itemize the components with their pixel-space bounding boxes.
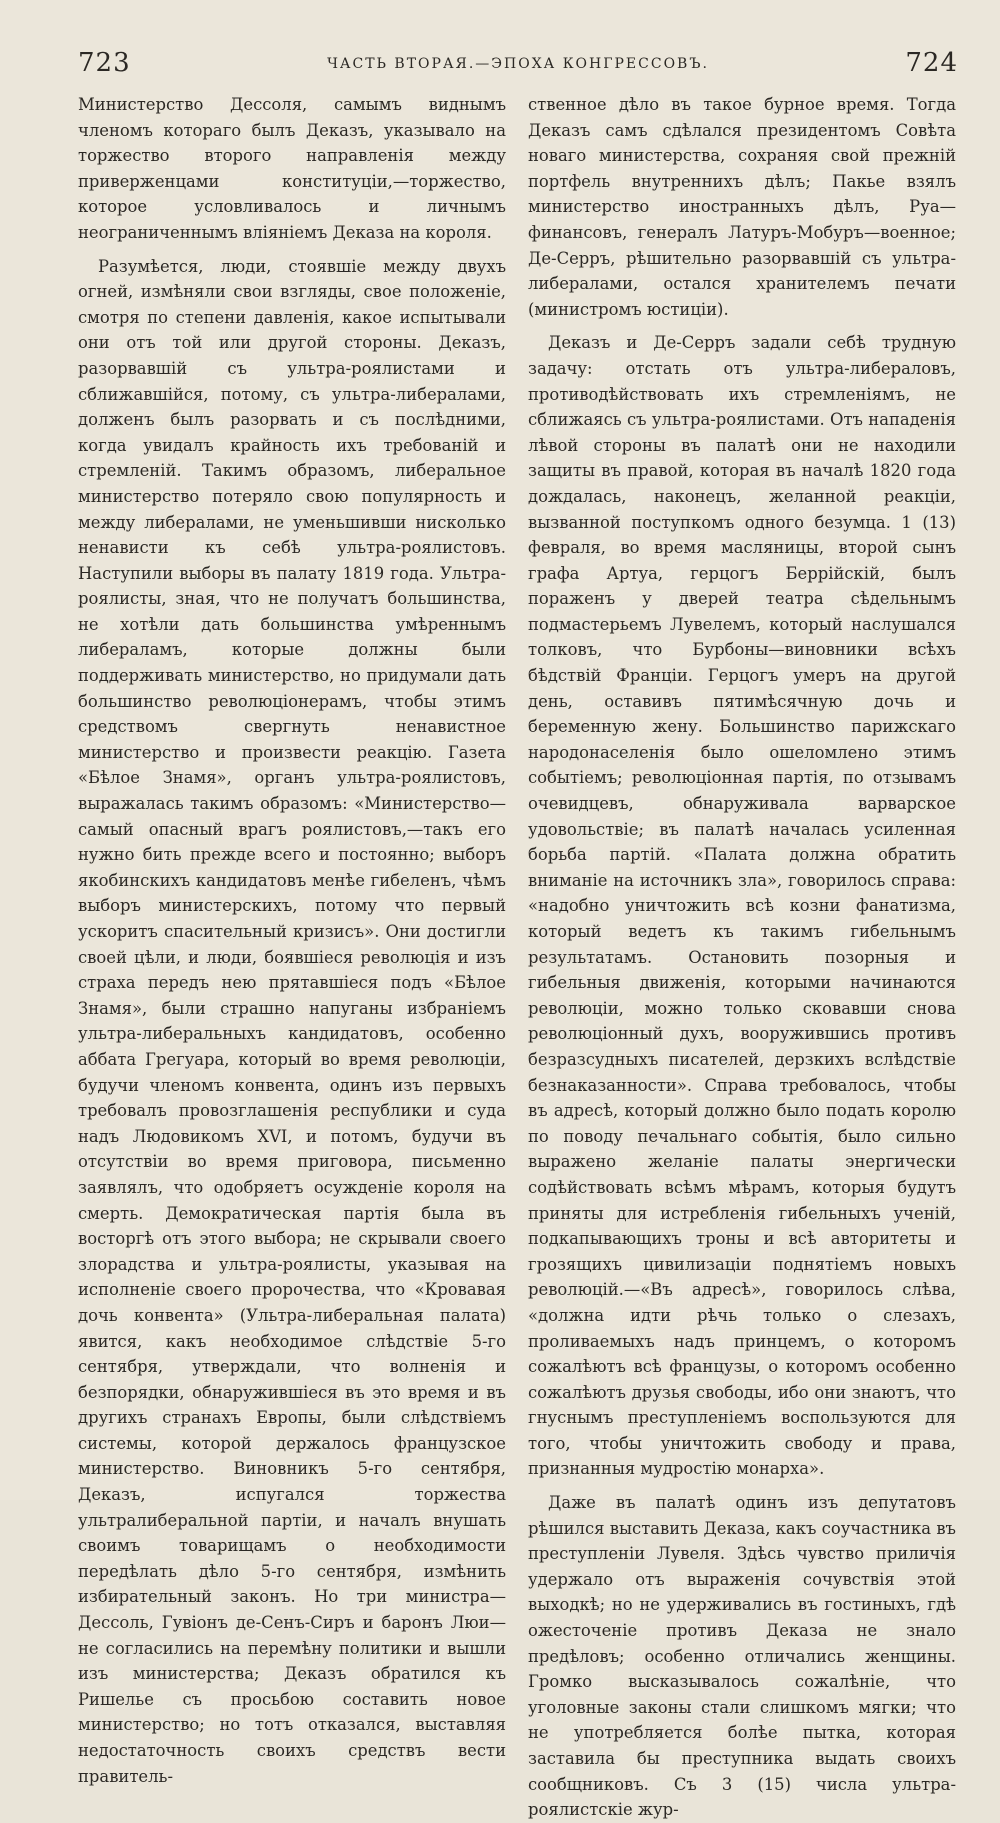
paragraph: Даже въ палатѣ одинъ изъ депутатовъ рѣшился выставить Деказа, какъ соучастника въ преступленіи Лувеля. Здѣсь чувство приличія удержало отъ выраженія сочувствія этой выходкѣ; но не удерживались въ гостиныхъ, гдѣ ожесточеніе противъ Деказа не знало предѣловъ; особенно отличались женщины. Громко высказывалось сожалѣніе, что уголовные законы стали слишкомъ мягки; что не употребляется болѣе пытка, которая заставила бы преступника выдать своихъ сообщниковъ. Съ 3 (15) числа ультра-роялистскіе жур- <box>528 1493 956 1820</box>
paragraph: Разумѣется, люди, стоявшіе между двухъ огней, измѣняли свои взгляды, свое положеніе, смотря по степени давленія, какое испытывали они отъ той или другой стороны. Деказъ, разорвавшій съ ультра-роялистами и сближавшійся, потому, съ ультра-либералами, долженъ былъ разорвать и съ послѣдними, когда увидалъ крайность ихъ требованій и стремленій. Такимъ образомъ, либеральное министерство потеряло свою популярность и между либералами, не уменьшивши нисколько ненависти къ себѣ ультра-роялистовъ. Наступили выборы въ палату 1819 года. Ультра-роялисты, зная, что не получатъ большинства, не хотѣли дать большинства умѣреннымъ либераламъ, которые должны были поддерживать министерство, но придумали дать большинство революціонерамъ, чтобы этимъ средствомъ свергнуть ненавистное министерство и произвести реакцію. Газета «Бѣлое Знамя», органъ ультра-роялистовъ, выражалась такимъ образомъ: «Министерство—самый опасный врагъ роялистовъ,—такъ его нужно бить прежде всего и постоянно; выборъ якобинскихъ кандидатовъ менѣе гибеленъ, чѣмъ выборъ министерскихъ, потому что первый ускоритъ спасительный кризисъ». Они достигли своей цѣли, и люди, боявшіеся революція и изъ страха передъ нею прятавшіеся подъ «Бѣлое Знамя», были страшно напуганы избраніемъ ультра-либеральныхъ кандидатовъ, особенно аббата Грегуара, который во время революціи, будучи членомъ конвента, одинъ изъ первыхъ требовалъ провозглашенія республики и суда надъ Людовикомъ XVI, и потомъ, будучи въ отсутствіи во время приговора, письменно заявлялъ, что одобряетъ осужденіе короля на смерть. Демократическая партія была въ восторгѣ отъ этого выбора; не скрывали своего злорадства и ультра-роялисты, указывая на исполненіе своего пророчества, что «Кровавая дочь конвента» (Ультра-либеральная палата) явится, какъ необходимое слѣдствіе 5-го сентября, утверждали, что волненія и безпорядки, обнаружившіеся въ это время и въ другихъ странахъ Европы, были слѣдствіемъ системы, которой держалось французское министерство. Виновникъ 5-го сентября, Деказъ, испугался торжества ультралиберальной партіи, и началъ внушать своимъ товарищамъ о необходимости передѣлать дѣло 5-го сентября, измѣнить избирательный законъ. Но три министра—Дессоль, Гувіонъ де-Сенъ-Сиръ и баронъ Люи—не согласились на перемѣну политики и вышли изъ министерства; Деказъ обратился къ Ришелье съ просьбою составить новое министерство; но тотъ отказался, выставляя недостаточность своихъ средствъ вести правитель- <box>78 256 506 1786</box>
running-title: ЧАСТЬ ВТОРАЯ.—ЭПОХА КОНГРЕССОВЪ. <box>327 56 709 72</box>
page-header <box>78 48 958 88</box>
right-page-number: 724 <box>905 48 958 78</box>
paragraph: Министерство Дессоля, самымъ виднымъ членомъ котораго былъ Деказъ, указывало на торжество второго направленія между приверженцами конституціи,—торжество, которое условливалось и личнымъ неограниченнымъ вліяніемъ Деказа на короля. <box>78 95 506 242</box>
right-text-column <box>528 92 956 1823</box>
paragraph: Деказъ и Де-Серръ задали себѣ трудную задачу: отстать отъ ультра-либераловъ, противодѣйствовать ихъ стремленіямъ, не сближаясь съ ультра-роялистами. Отъ нападенія лѣвой стороны въ палатѣ они не находили защиты въ правой, которая въ началѣ 1820 года дождалась, наконецъ, желанной реакціи, вызванной поступкомъ одного безумца. 1 (13) февраля, во время масляницы, второй сынъ графа Артуа, герцогъ Беррійскій, былъ пораженъ у дверей театра сѣдельнымъ подмастерьемъ Лувелемъ, который наслушался толковъ, что Бурбоны—виновники всѣхъ бѣдствій Франціи. Герцогъ умеръ на другой день, оставивъ пятимѣсячную дочь и беременную жену. Большинство парижскаго народонаселенія было ошеломлено этимъ событіемъ; революціонная партія, по отзывамъ очевидцевъ, обнаруживала варварское удовольствіе; въ палатѣ началась усиленная борьба партій. «Палата должна обратить вниманіе на источникъ зла», говорилось справа: «надобно уничтожить всѣ козни фанатизма, который ведетъ къ такимъ гибельнымъ результатамъ. Остановить позорныя и гибельныя движенія, которыми начинаются революціи, можно только сковавши снова революціонный духъ, вооружившись противъ безразсудныхъ писателей, дерзкихъ вслѣдствіе безнаказанности». Справа требовалось, чтобы въ адресѣ, который должно было подать королю по поводу печальнаго событія, было сильно выражено желаніе палаты энергически содѣйствовать всѣмъ мѣрамъ, которыя будутъ приняты для истребленія гибельныхъ ученій, подкапывающихъ троны и всѣ авторитеты и грозящихъ цивилизаціи поднятіемъ новыхъ революцій.—«Въ адресѣ», говорилось слѣва, «должна идти рѣчь только о слезахъ, проливаемыхъ надъ принцемъ, о которомъ сожалѣютъ всѣ французы, о которомъ особенно сожалѣютъ друзья свободы, ибо они знаютъ, что гнуснымъ преступленіемъ воспользуются для того, чтобы уничтожить свободу и права, признанныя мудростію монарха». <box>528 333 956 1479</box>
left-page-number: 723 <box>78 48 131 78</box>
paragraph: ственное дѣло въ такое бурное время. Тогда Деказъ самъ сдѣлался президентомъ Совѣта новаго министерства, сохраняя свой прежній портфель внутреннихъ дѣлъ; Пакье взялъ министерство иностранныхъ дѣлъ, Руа—финансовъ, генералъ Латуръ-Мобуръ—военное; Де-Серръ, рѣшительно разорвавшій съ ультра-либералами, остался хранителемъ печати (министромъ юстиціи). <box>528 95 956 319</box>
left-text-column <box>78 92 506 1789</box>
